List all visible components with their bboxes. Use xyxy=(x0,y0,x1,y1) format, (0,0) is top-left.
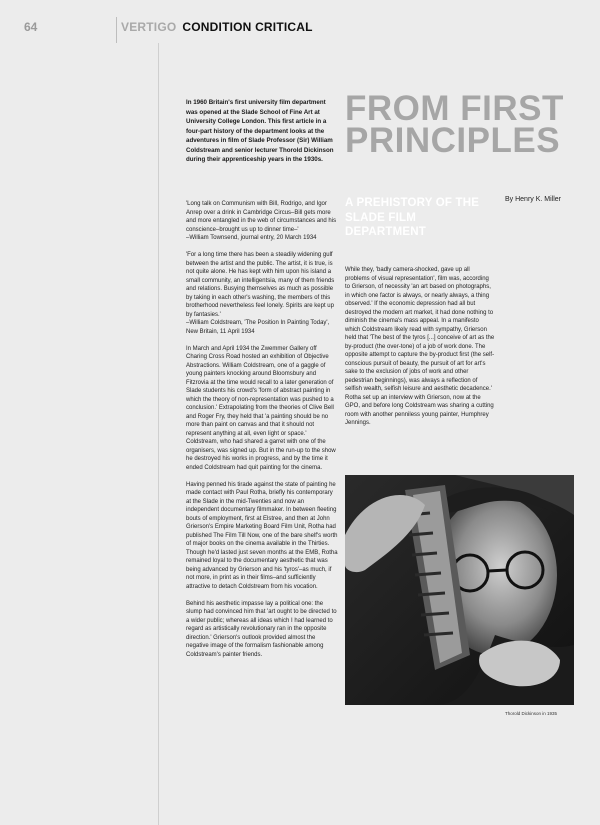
margin-rule xyxy=(158,43,159,825)
body-paragraph: Having penned his tirade against the state of painting he made contact with Paul Rotha, briefly his contemporary at the Slade in the mid-Twenties and now an independent documentary filmmaker. In between fleeting bouts of employment, first at Elstree, and then at John Grierson's Empire Marketing Board Film Unit, Rotha had published The Film Till Now, one of the bare shelf's worth of major books on the cinema available in the Thirties. Though he'd lasted just seven months at the EMB, Rotha remained loyal to the documentary aesthetic that was being advanced by Grierson and his 'tyros'–as much, if not more, in print as in their films–and sufficiently attractive to detach Coldstream from his vocation. xyxy=(186,481,338,590)
body-paragraph: While they, 'badly camera-shocked, gave up all problems of visual representation', film was, according to Grierson, of necessity 'an art based on photographs, in which one factor is always, or nearly always, a thing observed.' If the economic depression had all but destroyed the modern art market, it had done nothing to diminish the cinema's mass appeal. In a manifesto which Coldstream likely read with sympathy, Grierson held that 'The best of the tyros [...] conceive of art as the by-product (the over-tone) of a job of work done. The opposite attempt to capture the by-product first (the self-conscious pursuit of beauty, the pursuit of art for art's sake to the exclusion of jobs of work and other pedestrian beginnings), was always a reflection of selfish wealth, selfish leisure and aesthetic decadence.' Rotha set up an interview with Grierson, now at the GPO, and before long Coldstream was sharing a cutting room with another penniless young painter, Humphrey Jennings. xyxy=(345,267,495,426)
epigraph-quote-2: 'For a long time there has been a steadily widening gulf between the artist and the public. The artist, it is true, is not quite alone. He has kept with him upon his island a small community, an intelligentsia, many of them friends and relations. Busying themselves as much as possible by taking in each other's washing, the members of this brotherhood nevertheless feel lonely. Spirits are kept up by fantasies.' –William Coldstream, 'The Position In Painting Today', New Britain, 11 April 1934 xyxy=(186,252,335,335)
body-paragraph: In March and April 1934 the Zwemmer Gallery off Charing Cross Road hosted an exhibition of Objective Abstractions. William Coldstream, one of a gaggle of young painters knocking around Bloomsbury and Fitzrovia at the time would recall to a later generation of Slade students his crowd's 'form of abstract painting in which the theory of non-representation was pushed to a conclusion.' Extrapolating from the theories of Clive Bell and Roger Fry, they held that 'a painting should be no more than paint on canvas and that it should not represent anything at all, even light or space.' Coldstream, who had shared a garret with one of the organisers, was signed up. But in the run-up to the show he destroyed his works in progress, and by the time it ended Coldstream had quit painting for the cinema. xyxy=(186,345,336,471)
body-column-1 xyxy=(186,200,338,668)
article-subtitle: A PREHISTORY OF THE SLADE FILM DEPARTMENT xyxy=(345,197,480,238)
running-header xyxy=(121,20,313,34)
standfirst: In 1960 Britain's first university film department was opened at the Slade School of Fine Art at University College London. This first article in a four-part history of the department looks at the adventures in film of Slade Professor (Sir) William Coldstream and senior lecturer Thorold Dickinson during their apprenticeship years in the 1930s. xyxy=(186,99,334,163)
page-number: 64 xyxy=(24,20,38,34)
portrait-photo xyxy=(345,475,574,705)
epigraph-source-1: –William Townsend, journal entry, 20 March 1934 xyxy=(186,235,317,241)
body-column-2 xyxy=(345,266,495,436)
photo-caption: Thorold Dickinson in 1935 xyxy=(505,711,558,716)
magazine-name: VERTIGO xyxy=(121,20,177,34)
byline: By Henry K. Miller xyxy=(505,196,562,203)
body-paragraph: Behind his aesthetic impasse lay a political one: the slump had convinced him that 'art ought to be directed to a wider public; whereas all ideas which I had learned to regard as artistically revolutionary ran in the opposite direction.' Grierson's outlook provided almost the negative image of the formalism fashionable among Coldstream's painter friends. xyxy=(186,600,337,658)
header-divider xyxy=(116,17,117,43)
epigraph-source-2: –William Coldstream, 'The Position In Painting Today', New Britain, 11 April 1934 xyxy=(186,320,330,335)
section-name: CONDITION CRITICAL xyxy=(182,20,313,34)
epigraph-quote-1: 'Long talk on Communism with Bill, Rodrigo, and Igor Anrep over a drink in Cambridge Circus–Bill gets more and more entangled in the web of circumstances and his conscience–brought us up to dinner time–' –William Townsend, journal entry, 20 March 1934 xyxy=(186,201,337,241)
article-title: FROM FIRST PRINCIPLES xyxy=(345,89,564,160)
